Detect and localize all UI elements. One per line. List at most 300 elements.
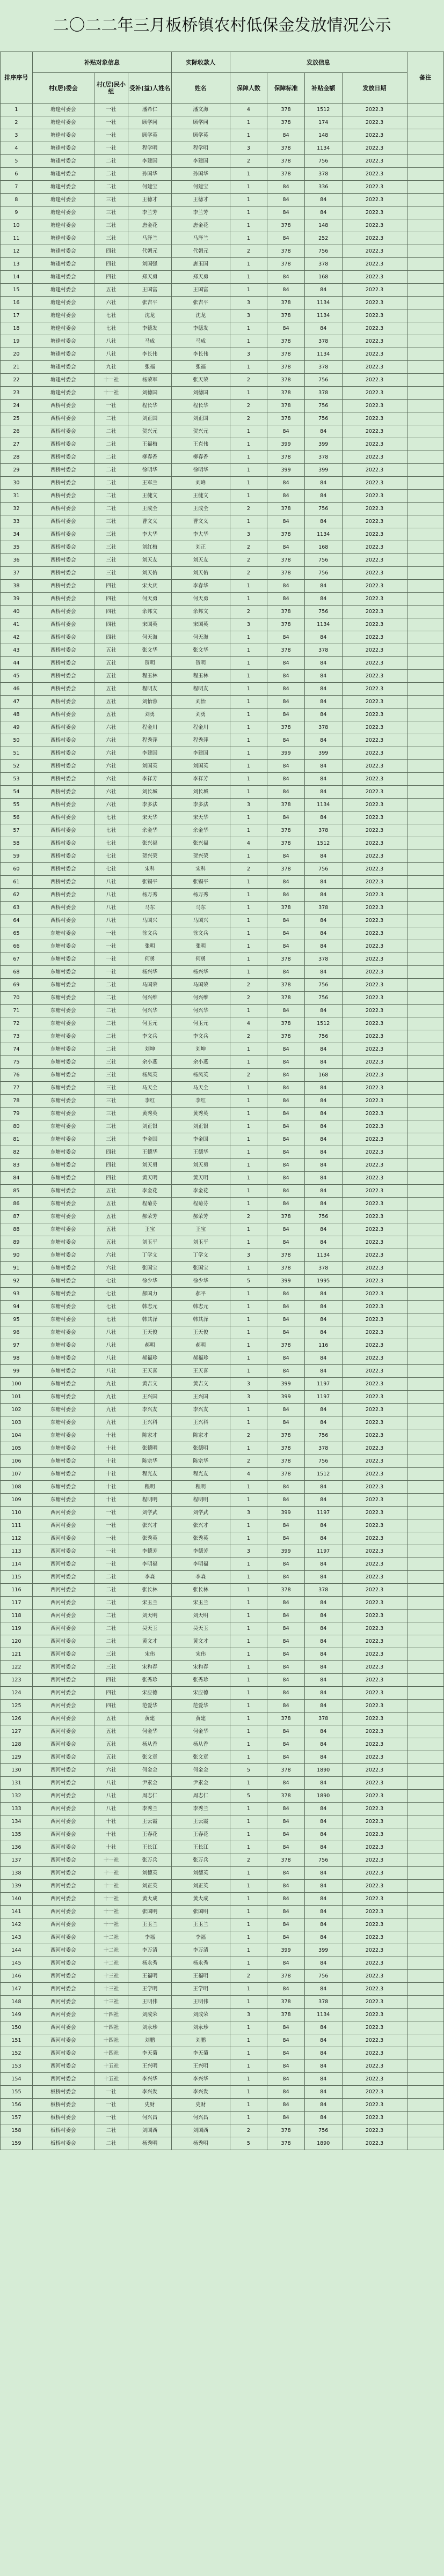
cell-remark (407, 412, 444, 425)
cell-seq: 44 (1, 657, 33, 670)
cell-recipient: 李多法 (128, 799, 172, 811)
cell-remark (407, 297, 444, 309)
cell-recipient: 李森 (128, 1571, 172, 1584)
cell-date: 2022.3 (342, 631, 407, 644)
cell-seq: 50 (1, 734, 33, 747)
cell-persons: 1 (230, 322, 267, 335)
cell-standard: 399 (267, 1545, 305, 1558)
cell-remark (407, 2021, 444, 2034)
cell-seq: 1 (1, 104, 33, 116)
cell-recipient: 宋天华 (128, 811, 172, 824)
cell-seq: 151 (1, 2034, 33, 2047)
cell-recipient: 刘正国 (128, 412, 172, 425)
cell-group: 二社 (94, 1571, 128, 1584)
cell-seq: 120 (1, 1635, 33, 1648)
cell-group: 二社 (94, 412, 128, 425)
cell-group: 五社 (94, 696, 128, 708)
cell-amount: 336 (304, 181, 342, 194)
cell-group: 十一社 (94, 1867, 128, 1880)
cell-seq: 18 (1, 322, 33, 335)
cell-date: 2022.3 (342, 1352, 407, 1365)
cell-date: 2022.3 (342, 1815, 407, 1828)
cell-persons: 1 (230, 1983, 267, 1996)
cell-recipient: 郑天勇 (128, 271, 172, 284)
cell-remark (407, 168, 444, 181)
table-row (1, 322, 444, 335)
cell-remark (407, 708, 444, 721)
cell-actual-name: 刘国英 (171, 760, 230, 773)
cell-amount: 1134 (304, 297, 342, 309)
cell-standard: 84 (267, 2073, 305, 2086)
cell-recipient: 王明伟 (128, 1996, 172, 2009)
cell-date: 2022.3 (342, 1983, 407, 1996)
cell-remark (407, 1841, 444, 1854)
cell-village: 东塘村委会 (32, 953, 94, 966)
table-row (1, 1494, 444, 1507)
cell-recipient: 张万兵 (128, 1854, 172, 1867)
cell-village: 西桥村委会 (32, 683, 94, 696)
cell-date: 2022.3 (342, 760, 407, 773)
cell-amount: 756 (304, 863, 342, 876)
cell-remark (407, 992, 444, 1005)
cell-seq: 65 (1, 927, 33, 940)
cell-seq: 49 (1, 721, 33, 734)
cell-amount: 1134 (304, 309, 342, 322)
cell-village: 西河村委会 (32, 1957, 94, 1970)
cell-actual-name: 李兴发 (171, 2086, 230, 2099)
cell-group: 四社 (94, 618, 128, 631)
cell-date: 2022.3 (342, 1236, 407, 1249)
cell-seq: 135 (1, 1828, 33, 1841)
cell-village: 塘逢村委会 (32, 104, 94, 116)
cell-seq: 62 (1, 889, 33, 902)
cell-date: 2022.3 (342, 194, 407, 206)
cell-amount: 378 (304, 1996, 342, 2009)
cell-seq: 63 (1, 902, 33, 914)
cell-seq: 59 (1, 850, 33, 863)
cell-village: 西河村委会 (32, 2060, 94, 2073)
cell-group: 四社 (94, 1687, 128, 1700)
cell-village: 东塘村委会 (32, 1481, 94, 1494)
cell-recipient: 王宝 (128, 1223, 172, 1236)
cell-date: 2022.3 (342, 1635, 407, 1648)
cell-remark (407, 1262, 444, 1275)
cell-date: 2022.3 (342, 438, 407, 451)
cell-seq: 88 (1, 1223, 33, 1236)
cell-village: 东塘村委会 (32, 1365, 94, 1378)
cell-group: 五社 (94, 1223, 128, 1236)
cell-group: 二社 (94, 992, 128, 1005)
cell-date: 2022.3 (342, 335, 407, 348)
cell-recipient: 唐金花 (128, 219, 172, 232)
cell-standard: 84 (267, 1005, 305, 1017)
cell-actual-name: 马国兴 (171, 914, 230, 927)
cell-date: 2022.3 (342, 1198, 407, 1211)
table-row (1, 1867, 444, 1880)
table-row (1, 1481, 444, 1494)
table-row (1, 129, 444, 142)
cell-standard: 84 (267, 490, 305, 503)
cell-persons: 1 (230, 232, 267, 245)
cell-date: 2022.3 (342, 541, 407, 554)
cell-remark (407, 940, 444, 953)
table-row (1, 1558, 444, 1571)
cell-date: 2022.3 (342, 1108, 407, 1120)
cell-actual-name: 马成 (171, 335, 230, 348)
cell-group: 十四社 (94, 2034, 128, 2047)
cell-amount: 1134 (304, 1249, 342, 1262)
cell-remark (407, 1738, 444, 1751)
cell-remark (407, 322, 444, 335)
cell-persons: 1 (230, 657, 267, 670)
cell-recipient: 韩其泽 (128, 1313, 172, 1326)
table-row (1, 786, 444, 799)
cell-date: 2022.3 (342, 1571, 407, 1584)
cell-persons: 2 (230, 554, 267, 567)
cell-amount: 84 (304, 194, 342, 206)
cell-persons: 3 (230, 1391, 267, 1404)
cell-seq: 4 (1, 142, 33, 155)
cell-group: 七社 (94, 1288, 128, 1301)
cell-group: 二社 (94, 1017, 128, 1030)
cell-persons: 1 (230, 696, 267, 708)
cell-date: 2022.3 (342, 322, 407, 335)
table-row (1, 824, 444, 837)
cell-amount: 1197 (304, 1507, 342, 1519)
cell-standard: 84 (267, 1069, 305, 1082)
cell-standard: 84 (267, 760, 305, 773)
cell-actual-name: 刘德英 (171, 1867, 230, 1880)
cell-group: 八社 (94, 1339, 128, 1352)
cell-seq: 57 (1, 824, 33, 837)
cell-amount: 84 (304, 889, 342, 902)
cell-recipient: 王天俊 (128, 1326, 172, 1339)
cell-recipient: 王长江 (128, 1841, 172, 1854)
cell-standard: 84 (267, 271, 305, 284)
cell-village: 东塘村委会 (32, 1017, 94, 1030)
cell-standard: 378 (267, 258, 305, 271)
cell-actual-name: 杨秀明 (171, 2137, 230, 2150)
cell-amount: 84 (304, 966, 342, 979)
cell-group: 四社 (94, 1146, 128, 1159)
cell-standard: 84 (267, 284, 305, 297)
cell-standard: 378 (267, 837, 305, 850)
cell-seq: 112 (1, 1532, 33, 1545)
cell-persons: 1 (230, 644, 267, 657)
cell-actual-name: 刘天明 (171, 1610, 230, 1622)
cell-standard: 378 (267, 979, 305, 992)
cell-date: 2022.3 (342, 1957, 407, 1970)
cell-seq: 131 (1, 1777, 33, 1790)
cell-amount: 84 (304, 1674, 342, 1687)
cell-date: 2022.3 (342, 2009, 407, 2021)
cell-actual-name: 刘玉平 (171, 1236, 230, 1249)
cell-date: 2022.3 (342, 708, 407, 721)
cell-actual-name: 郝福珍 (171, 1352, 230, 1365)
cell-actual-name: 刘正银 (171, 1120, 230, 1133)
cell-seq: 27 (1, 438, 33, 451)
cell-date: 2022.3 (342, 2073, 407, 2086)
cell-persons: 1 (230, 1339, 267, 1352)
cell-recipient: 刘鹏 (128, 2034, 172, 2047)
cell-recipient: 何勇 (128, 953, 172, 966)
cell-village: 西桥村委会 (32, 670, 94, 683)
cell-standard: 84 (267, 786, 305, 799)
cell-seq: 102 (1, 1404, 33, 1416)
cell-recipient: 程明友 (128, 683, 172, 696)
cell-actual-name: 张秀英 (171, 1532, 230, 1545)
cell-remark (407, 1674, 444, 1687)
table-body (1, 104, 444, 2150)
cell-persons: 1 (230, 1713, 267, 1725)
cell-amount: 84 (304, 1198, 342, 1211)
cell-remark (407, 1429, 444, 1442)
cell-date: 2022.3 (342, 2099, 407, 2112)
cell-remark (407, 1236, 444, 1249)
cell-amount: 756 (304, 503, 342, 515)
cell-amount: 756 (304, 2124, 342, 2137)
cell-actual-name: 王福明 (171, 1970, 230, 1983)
cell-seq: 129 (1, 1751, 33, 1764)
cell-actual-name: 李建国 (171, 747, 230, 760)
cell-date: 2022.3 (342, 1455, 407, 1468)
cell-village: 板桥村委会 (32, 2124, 94, 2137)
cell-actual-name: 周志仁 (171, 1790, 230, 1803)
cell-recipient: 郝荣芳 (128, 1211, 172, 1223)
cell-actual-name: 吴天玉 (171, 1622, 230, 1635)
cell-remark (407, 837, 444, 850)
cell-persons: 1 (230, 2112, 267, 2124)
cell-recipient: 杨万秀 (128, 889, 172, 902)
table-row (1, 1211, 444, 1223)
cell-amount: 84 (304, 1159, 342, 1172)
cell-village: 西河村委会 (32, 1661, 94, 1674)
cell-standard: 84 (267, 1494, 305, 1507)
cell-persons: 1 (230, 1906, 267, 1918)
cell-date: 2022.3 (342, 271, 407, 284)
cell-village: 西河村委会 (32, 1918, 94, 1931)
cell-recipient: 程明 (128, 1481, 172, 1494)
cell-persons: 1 (230, 258, 267, 271)
cell-persons: 1 (230, 2073, 267, 2086)
cell-group: 四社 (94, 593, 128, 606)
cell-group: 十三社 (94, 1983, 128, 1996)
cell-persons: 1 (230, 1996, 267, 2009)
cell-date: 2022.3 (342, 2021, 407, 2034)
cell-persons: 2 (230, 400, 267, 412)
cell-actual-name: 张福 (171, 361, 230, 374)
cell-persons: 1 (230, 1095, 267, 1108)
cell-remark (407, 1854, 444, 1867)
cell-standard: 84 (267, 1738, 305, 1751)
table-row (1, 503, 444, 515)
cell-standard: 378 (267, 606, 305, 618)
cell-standard: 84 (267, 1906, 305, 1918)
cell-persons: 1 (230, 1803, 267, 1815)
cell-amount: 84 (304, 2073, 342, 2086)
cell-persons: 1 (230, 284, 267, 297)
table-row (1, 400, 444, 412)
cell-recipient: 张锡平 (128, 876, 172, 889)
cell-group: 四社 (94, 606, 128, 618)
cell-remark (407, 335, 444, 348)
cell-amount: 756 (304, 992, 342, 1005)
cell-amount: 1197 (304, 1391, 342, 1404)
cell-date: 2022.3 (342, 593, 407, 606)
cell-village: 西河村委会 (32, 1545, 94, 1558)
cell-seq: 144 (1, 1944, 33, 1957)
cell-persons: 1 (230, 1957, 267, 1970)
table-row (1, 425, 444, 438)
cell-village: 西河村委会 (32, 1725, 94, 1738)
cell-recipient: 刘勇 (128, 708, 172, 721)
cell-remark (407, 219, 444, 232)
cell-seq: 34 (1, 528, 33, 541)
table-row (1, 1069, 444, 1082)
cell-recipient: 李天菊 (128, 2047, 172, 2060)
header-subsidy-group: 补贴对象信息 (32, 52, 171, 73)
cell-recipient: 何金金 (128, 1764, 172, 1777)
cell-seq: 6 (1, 168, 33, 181)
cell-remark (407, 503, 444, 515)
table-row (1, 1700, 444, 1713)
cell-village: 西桥村委会 (32, 914, 94, 927)
cell-standard: 84 (267, 683, 305, 696)
cell-remark (407, 1481, 444, 1494)
cell-amount: 756 (304, 245, 342, 258)
cell-seq: 43 (1, 644, 33, 657)
table-row (1, 309, 444, 322)
cell-amount: 378 (304, 451, 342, 464)
cell-remark (407, 194, 444, 206)
cell-remark (407, 2137, 444, 2150)
cell-village: 东塘村委会 (32, 966, 94, 979)
cell-persons: 4 (230, 837, 267, 850)
cell-persons: 1 (230, 194, 267, 206)
cell-amount: 84 (304, 1494, 342, 1507)
cell-date: 2022.3 (342, 1996, 407, 2009)
cell-group: 二社 (94, 2124, 128, 2137)
cell-recipient: 刘正银 (128, 1120, 172, 1133)
cell-amount: 756 (304, 567, 342, 580)
cell-persons: 1 (230, 1262, 267, 1275)
cell-village: 西桥村委会 (32, 811, 94, 824)
cell-actual-name: 王天俊 (171, 1326, 230, 1339)
table-row (1, 1983, 444, 1996)
cell-village: 西河村委会 (32, 1931, 94, 1944)
cell-persons: 2 (230, 1970, 267, 1983)
cell-standard: 84 (267, 1416, 305, 1429)
cell-group: 十社 (94, 1494, 128, 1507)
cell-recipient: 刘红梅 (128, 541, 172, 554)
cell-persons: 1 (230, 1223, 267, 1236)
cell-actual-name: 杨万秀 (171, 889, 230, 902)
cell-standard: 378 (267, 1429, 305, 1442)
cell-remark (407, 2073, 444, 2086)
cell-seq: 79 (1, 1108, 33, 1120)
cell-group: 六社 (94, 734, 128, 747)
cell-date: 2022.3 (342, 1803, 407, 1815)
cell-village: 西河村委会 (32, 1841, 94, 1854)
cell-persons: 2 (230, 245, 267, 258)
cell-persons: 2 (230, 1030, 267, 1043)
cell-recipient: 张吉平 (128, 297, 172, 309)
cell-actual-name: 何兴维 (171, 992, 230, 1005)
cell-village: 西桥村委会 (32, 425, 94, 438)
cell-standard: 84 (267, 1146, 305, 1159)
cell-persons: 1 (230, 1146, 267, 1159)
cell-date: 2022.3 (342, 181, 407, 194)
cell-actual-name: 张国宝 (171, 1262, 230, 1275)
cell-standard: 378 (267, 309, 305, 322)
cell-persons: 1 (230, 1159, 267, 1172)
cell-seq: 42 (1, 631, 33, 644)
cell-seq: 39 (1, 593, 33, 606)
cell-remark (407, 1571, 444, 1584)
cell-recipient: 王云霞 (128, 1815, 172, 1828)
cell-persons: 1 (230, 1198, 267, 1211)
cell-standard: 84 (267, 1571, 305, 1584)
cell-remark (407, 1661, 444, 1674)
cell-remark (407, 1056, 444, 1069)
cell-date: 2022.3 (342, 580, 407, 593)
cell-amount: 84 (304, 657, 342, 670)
cell-village: 西河村委会 (32, 1571, 94, 1584)
cell-persons: 2 (230, 1854, 267, 1867)
cell-village: 塘逢村委会 (32, 309, 94, 322)
cell-recipient: 韩志元 (128, 1301, 172, 1313)
table-row (1, 1944, 444, 1957)
cell-persons: 1 (230, 1597, 267, 1610)
cell-persons: 3 (230, 618, 267, 631)
cell-date: 2022.3 (342, 245, 407, 258)
cell-recipient: 何玉元 (128, 1017, 172, 1030)
cell-actual-name: 顾学英 (171, 129, 230, 142)
cell-persons: 2 (230, 541, 267, 554)
cell-persons: 3 (230, 309, 267, 322)
cell-remark (407, 953, 444, 966)
cell-date: 2022.3 (342, 1970, 407, 1983)
cell-date: 2022.3 (342, 2086, 407, 2099)
cell-village: 东塘村委会 (32, 1159, 94, 1172)
cell-actual-name: 李兰芳 (171, 206, 230, 219)
cell-standard: 399 (267, 438, 305, 451)
cell-persons: 1 (230, 708, 267, 721)
cell-seq: 145 (1, 1957, 33, 1970)
cell-remark (407, 1172, 444, 1185)
cell-recipient: 刘德国 (128, 387, 172, 400)
cell-amount: 84 (304, 322, 342, 335)
cell-amount: 84 (304, 1108, 342, 1120)
header-recipient: 受补(益)人姓名 (128, 73, 172, 104)
cell-amount: 252 (304, 232, 342, 245)
table-row (1, 1597, 444, 1610)
cell-remark (407, 683, 444, 696)
table-row (1, 1262, 444, 1275)
cell-actual-name: 余邦文 (171, 606, 230, 618)
cell-recipient: 张长林 (128, 1584, 172, 1597)
header-date: 发放日期 (342, 73, 407, 104)
cell-persons: 1 (230, 477, 267, 490)
cell-amount: 84 (304, 1005, 342, 1017)
cell-date: 2022.3 (342, 554, 407, 567)
cell-amount: 84 (304, 1082, 342, 1095)
cell-seq: 29 (1, 464, 33, 477)
cell-amount: 1134 (304, 528, 342, 541)
cell-actual-name: 刘天友 (171, 554, 230, 567)
cell-remark (407, 1764, 444, 1777)
cell-standard: 84 (267, 1661, 305, 1674)
